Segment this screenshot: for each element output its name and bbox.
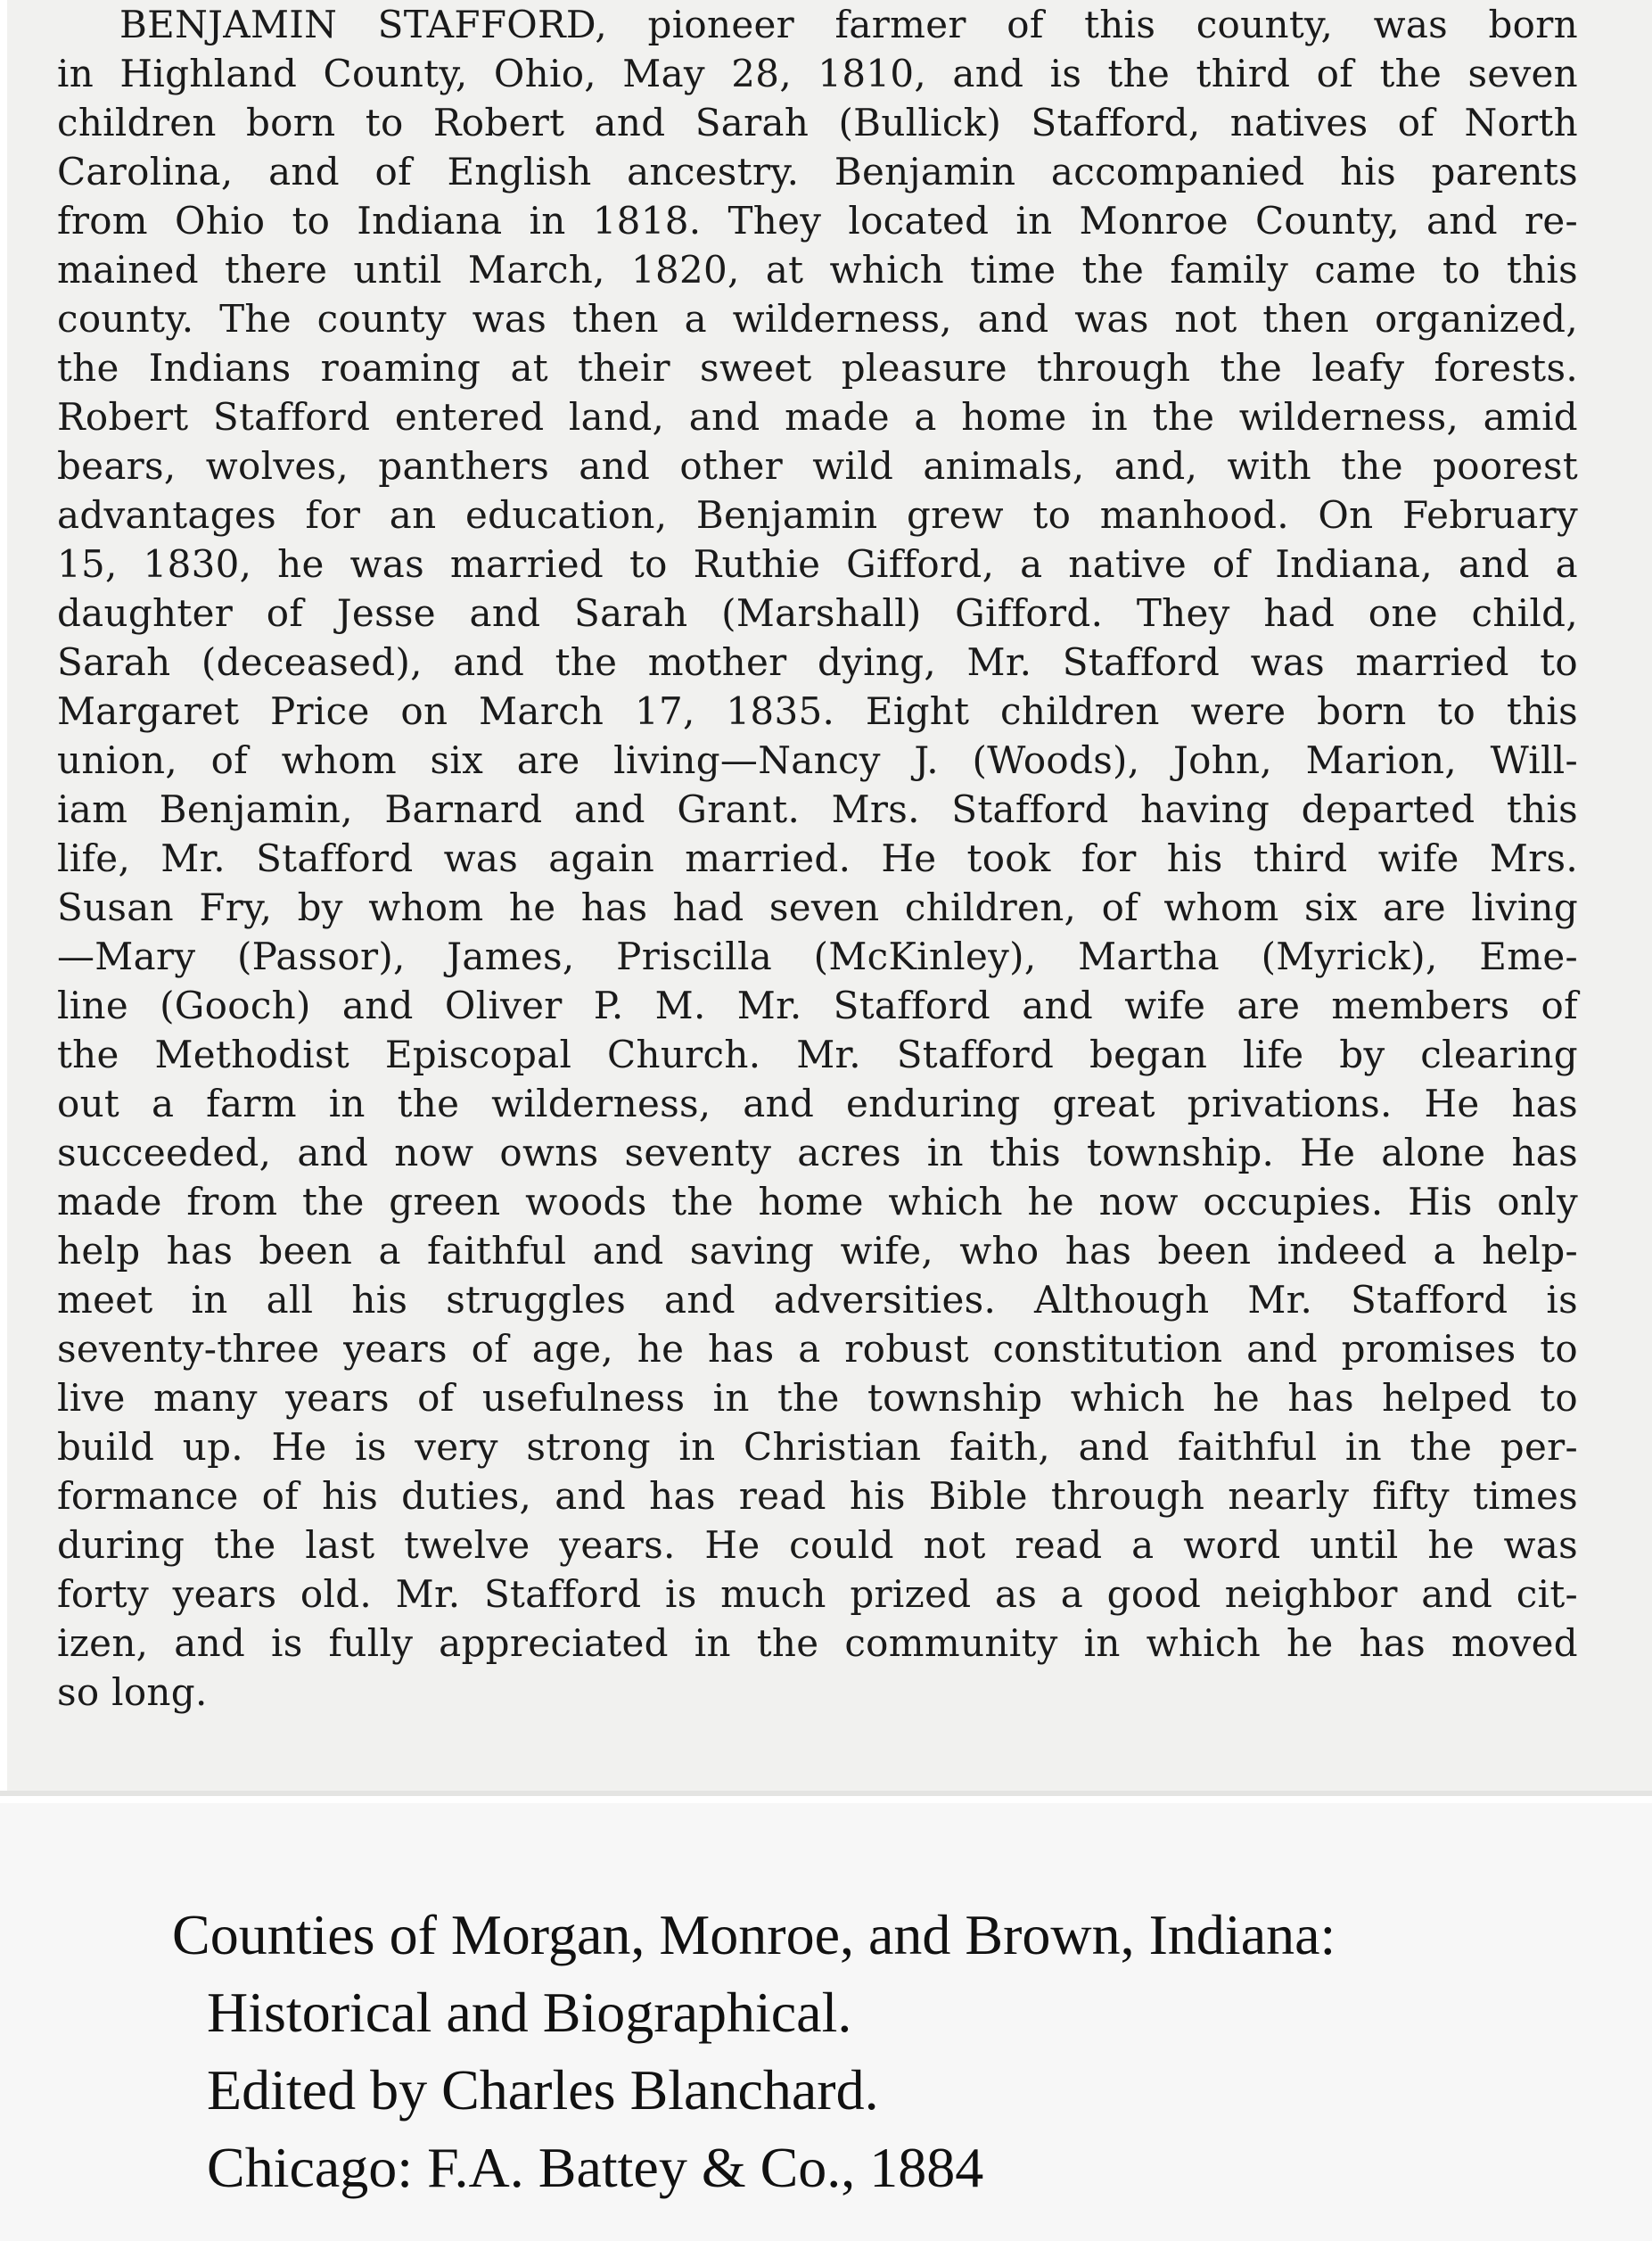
newspaper-clipping <box>7 0 1652 1791</box>
clipping-edge <box>0 1791 1652 1796</box>
bio-line: iam Benjamin, Barnard and Grant. Mrs. Stafford having departed this <box>57 787 1578 831</box>
bio-line: build up. He is very strong in Christian faith, and faithful in the per- <box>57 1425 1578 1469</box>
bio-line: Robert Stafford entered land, and made a home in the wilderness, amid <box>57 395 1578 439</box>
citation-publisher: Chicago: F.A. Battey & Co., 1884 <box>207 2136 984 2199</box>
citation-editor: Edited by Charles Blanchard. <box>207 2058 879 2122</box>
bio-line: so long. <box>57 1670 208 1714</box>
bio-line: —Mary (Passor), James, Priscilla (McKinley), Martha (Myrick), Eme- <box>57 935 1578 978</box>
bio-line: formance of his duties, and has read his Bible through nearly fifty times <box>57 1474 1578 1518</box>
bio-line: in Highland County, Ohio, May 28, 1810, and is the third of the seven <box>57 52 1578 95</box>
bio-line: children born to Robert and Sarah (Bullick) Stafford, natives of North <box>57 101 1578 144</box>
bio-line: out a farm in the wilderness, and enduring great privations. He has <box>57 1082 1578 1125</box>
bio-line: during the last twelve years. He could not read a word until he was <box>57 1523 1578 1567</box>
bio-line: county. The county was then a wilderness, and was not then organized, <box>57 297 1578 341</box>
bio-line: seventy-three years of age, he has a robust constitution and promises to <box>57 1327 1578 1371</box>
bio-line: daughter of Jesse and Sarah (Marshall) Gifford. They had one child, <box>57 591 1578 635</box>
bio-line: from Ohio to Indiana in 1818. They located in Monroe County, and re- <box>57 199 1578 243</box>
bio-line: forty years old. Mr. Stafford is much prized as a good neighbor and cit- <box>57 1572 1578 1616</box>
bio-line: advantages for an education, Benjamin grew to manhood. On February <box>57 493 1578 537</box>
bio-line: Sarah (deceased), and the mother dying, Mr. Stafford was married to <box>57 640 1578 684</box>
bio-line: mained there until March, 1820, at which time the family came to this <box>57 248 1578 292</box>
bio-line: bears, wolves, panthers and other wild animals, and, with the poorest <box>57 444 1578 488</box>
bio-line: Susan Fry, by whom he has had seven children, of whom six are living <box>57 886 1578 929</box>
citation-title: Counties of Morgan, Monroe, and Brown, Indiana: <box>172 1903 1336 1966</box>
bio-line: BENJAMIN STAFFORD, pioneer farmer of this county, was born <box>119 3 1578 46</box>
bio-line: succeeded, and now owns seventy acres in this township. He alone has <box>57 1131 1578 1174</box>
bio-line: the Indians roaming at their sweet pleasure through the leafy forests. <box>57 346 1578 390</box>
citation-subtitle: Historical and Biographical. <box>207 1981 852 2044</box>
bio-line: Margaret Price on March 17, 1835. Eight children were born to this <box>57 689 1578 733</box>
bio-line: the Methodist Episcopal Church. Mr. Stafford began life by clearing <box>57 1033 1578 1076</box>
bio-line: izen, and is fully appreciated in the community in which he has moved <box>57 1621 1578 1665</box>
bio-line: live many years of usefulness in the township which he has helped to <box>57 1376 1578 1420</box>
bio-line: life, Mr. Stafford was again married. He took for his third wife Mrs. <box>57 836 1578 880</box>
bio-line: 15, 1830, he was married to Ruthie Gifford, a native of Indiana, and a <box>57 542 1578 586</box>
bio-line: union, of whom six are living—Nancy J. (Woods), John, Marion, Will- <box>57 738 1578 782</box>
bio-line: Carolina, and of English ancestry. Benjamin accompanied his parents <box>57 150 1578 194</box>
bio-line: made from the green woods the home which he now occupies. His only <box>57 1180 1578 1223</box>
bio-line: help has been a faithful and saving wife, who has been indeed a help- <box>57 1229 1578 1273</box>
source-citation <box>0 1803 1652 2241</box>
bio-line: meet in all his struggles and adversities. Although Mr. Stafford is <box>57 1278 1578 1322</box>
bio-line: line (Gooch) and Oliver P. M. Mr. Stafford and wife are members of <box>57 984 1578 1027</box>
